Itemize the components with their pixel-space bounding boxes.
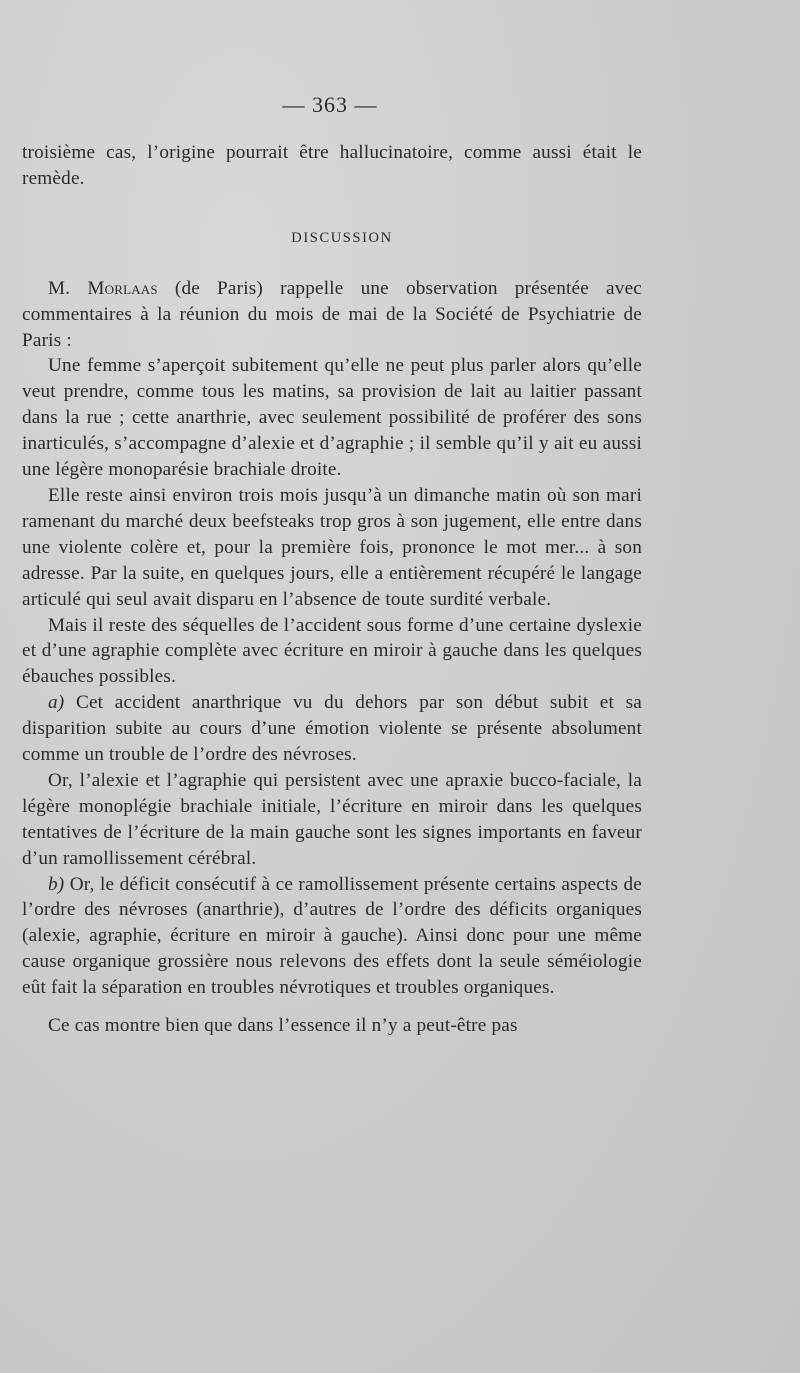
speaker-title: M. [48,277,71,299]
point-b-marker: b) [48,873,65,895]
paragraph-point-b [22,872,642,1002]
point-a-text: Cet accident anarthrique vu du dehors par son début subit et sa disparition subite au cours d’une émotion violente se présente absolument comme un trouble de l’ordre des névroses. [22,692,642,766]
page-body [22,140,642,1039]
point-b-text: Or, le déficit consécutif à ce ramollissement présente certains aspects de l’ordre des névroses (anarthrie), d’autres de l’ordre des déficits organiques (alexie, agraphie, écriture en miroir à gauche). Ainsi donc pour une même cause organique grossière nous relevons des effets dont la seule séméiologie eût fait la séparation en troubles névrotiques et troubles organiques. [22,873,642,999]
paragraph-intro: troisième cas, l’origine pourrait être hallucinatoire, comme aussi était le remède. [22,142,642,189]
paragraph-conclusion: Ce cas montre bien que dans l’essence il n’y a peut-être pas [48,1015,518,1037]
paragraph-sequelae: Mais il reste des séquelles de l’accident sous forme d’une certaine dyslexie et d’une agraphie complète avec écriture en miroir à gauche dans les quelques ébauches possibles. [22,614,642,688]
page-number: — 363 — [282,92,378,117]
paragraph-morlaas [22,276,642,354]
paragraph-point-a [22,690,642,768]
paragraph-morlaas-text: (de Paris) rappelle une observation présentée avec commentaires à la réunion du mois de mai de la Société de Psychiatrie de Paris : [22,277,642,351]
point-a-marker: a) [48,692,65,714]
paragraph-signs: Or, l’alexie et l’agraphie qui persistent avec une apraxie bucco-faciale, la légère monoplégie brachiale initiale, l’écriture en miroir dans les quelques tentatives de l’écriture de la main gauche sont les signes importants en faveur d’un ramollissement cérébral. [22,769,642,869]
speaker-name: Morlaas [87,277,158,299]
paragraph-case-evolution: Elle reste ainsi environ trois mois jusqu’à un dimanche matin où son mari ramenant du marché deux beefsteaks trop gros à son jugement, elle entre dans une violente colère et, pour la première fois, prononce le mot mer... à son adresse. Par la suite, en quelques jours, elle a entièrement récupéré le langage articulé qui seul avait disparu en l’absence de toute surdité verbale. [22,484,642,610]
paragraph-case-description: Une femme s’aperçoit subitement qu’elle ne peut plus parler alors qu’elle veut prendre, comme tous les matins, sa provision de lait au laitier passant dans la rue ; cette anarthrie, avec seulement possibilité de proférer des sons inarticulés, s’accompagne d’alexie et d’agraphie ; il semble qu’il y ait eu aussi une légère monoparésie brachiale droite. [22,355,642,481]
section-heading: DISCUSSION [291,229,393,246]
